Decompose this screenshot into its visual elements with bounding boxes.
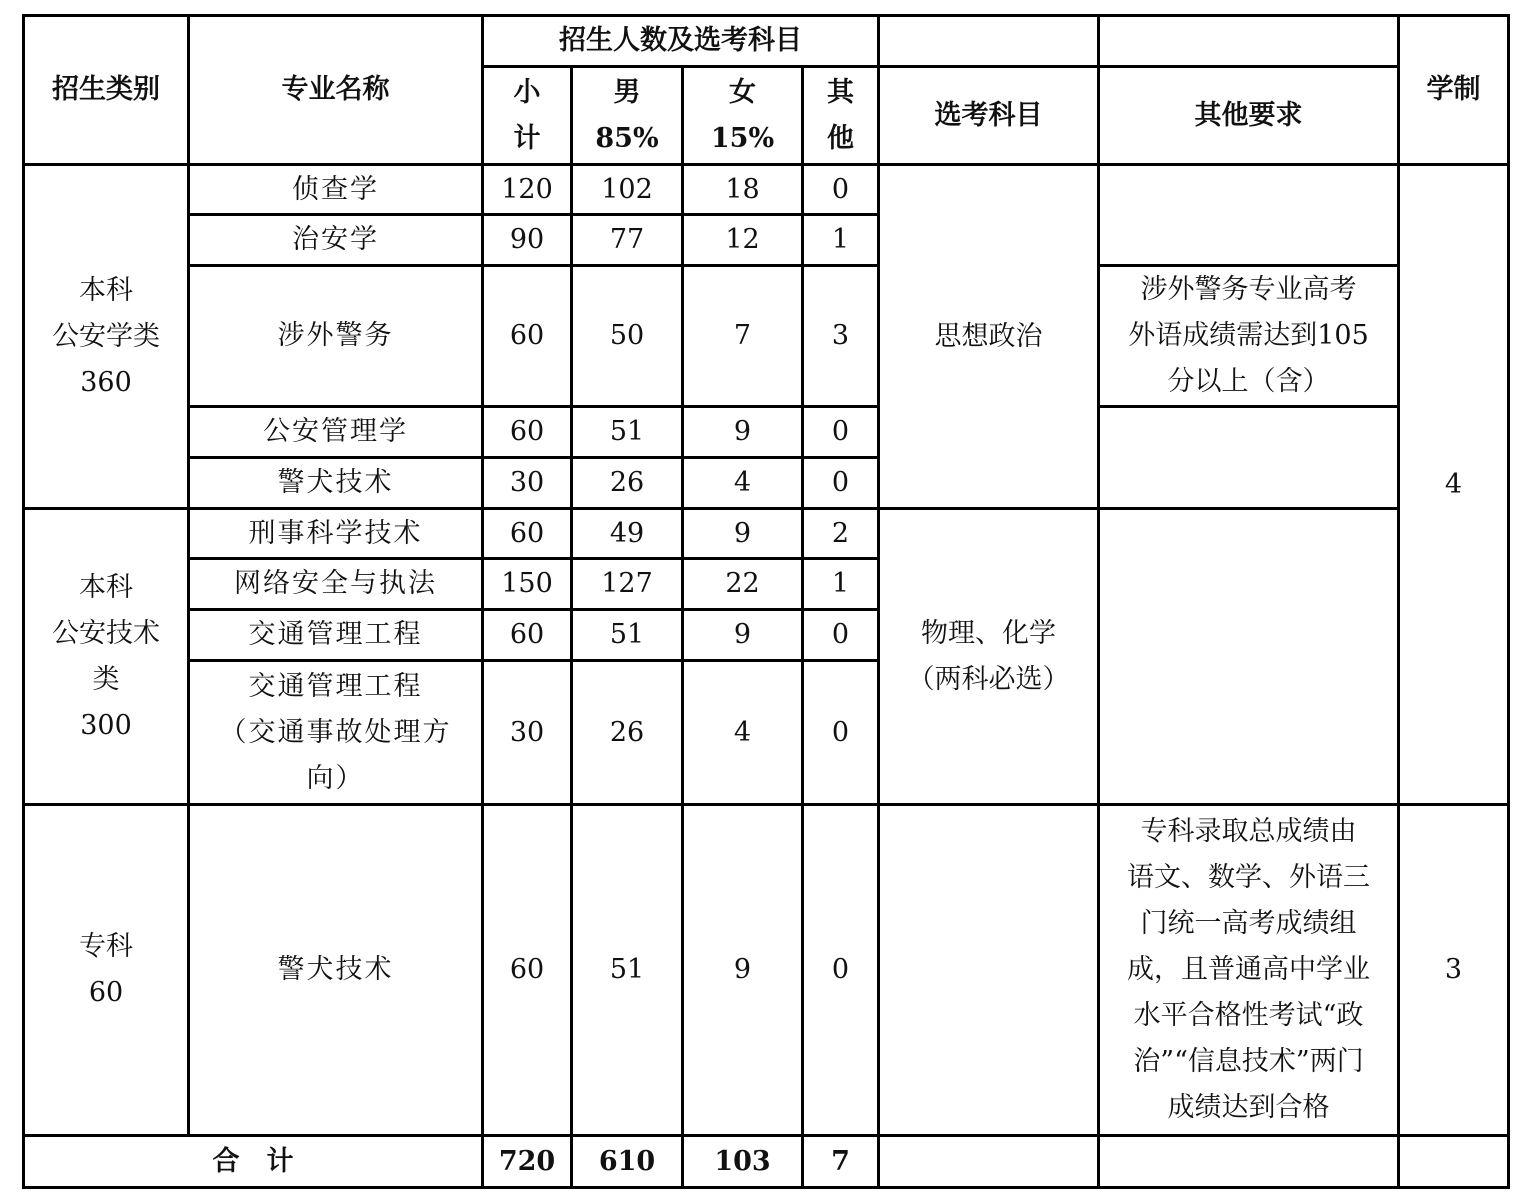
subtotal-cell: 60 — [483, 610, 572, 661]
subjects-cell: 思想政治 — [879, 165, 1099, 509]
female-cell: 9 — [683, 407, 803, 458]
header-duration: 学制 — [1399, 16, 1509, 165]
female-cell: 9 — [683, 805, 803, 1136]
other-cell: 0 — [803, 661, 879, 805]
male-cell: 77 — [572, 215, 683, 266]
category-cell: 本科 公安技术 类 300 — [24, 509, 189, 805]
table-row — [24, 266, 1509, 407]
subtotal-cell: 60 — [483, 509, 572, 559]
subtotal-cell: 150 — [483, 559, 572, 610]
major-cell: 侦查学 — [189, 165, 483, 215]
male-cell: 127 — [572, 559, 683, 610]
major-cell: 交通管理工程 — [189, 610, 483, 661]
total-subjects-empty — [879, 1136, 1099, 1188]
subtotal-cell: 90 — [483, 215, 572, 266]
female-cell: 9 — [683, 509, 803, 559]
female-cell: 4 — [683, 458, 803, 509]
major-cell: 交通管理工程 （交通事故处理方 向） — [189, 661, 483, 805]
total-row — [24, 1136, 1509, 1188]
total-requirements-empty — [1099, 1136, 1399, 1188]
subtotal-cell: 120 — [483, 165, 572, 215]
other-cell: 2 — [803, 509, 879, 559]
subjects-cell: 物理、化学 （两科必选） — [879, 509, 1099, 805]
female-cell: 18 — [683, 165, 803, 215]
header-male: 男 85% — [572, 67, 683, 165]
total-duration-empty — [1399, 1136, 1509, 1188]
header-major: 专业名称 — [189, 16, 483, 165]
category-cell: 专科 60 — [24, 805, 189, 1136]
subtotal-cell: 30 — [483, 661, 572, 805]
subjects-cell-empty — [879, 805, 1099, 1136]
male-cell: 50 — [572, 266, 683, 407]
category-cell: 本科 公安学类 360 — [24, 165, 189, 509]
male-cell: 51 — [572, 805, 683, 1136]
other-cell: 0 — [803, 165, 879, 215]
major-cell: 治安学 — [189, 215, 483, 266]
other-cell: 1 — [803, 559, 879, 610]
subtotal-cell: 60 — [483, 407, 572, 458]
other-cell: 3 — [803, 266, 879, 407]
other-cell: 0 — [803, 610, 879, 661]
female-cell: 12 — [683, 215, 803, 266]
header-group: 招生人数及选考科目 — [483, 16, 879, 67]
major-cell: 网络安全与执法 — [189, 559, 483, 610]
enrollment-table — [22, 14, 1510, 1189]
header-blank-requirements — [1099, 16, 1399, 67]
male-cell: 51 — [572, 407, 683, 458]
total-other: 7 — [803, 1136, 879, 1188]
other-cell: 1 — [803, 215, 879, 266]
requirements-cell-vocational: 专科录取总成绩由 语文、数学、外语三 门统一高考成绩组 成，且普通高中学业 水平合格性考试“政 治”“信息技术”两门 成绩达到合格 — [1099, 805, 1399, 1136]
total-label: 合 计 — [24, 1136, 483, 1188]
table-row — [24, 407, 1509, 458]
requirements-cell-foreign: 涉外警务专业高考 外语成绩需达到105 分以上（含） — [1099, 266, 1399, 407]
male-cell: 51 — [572, 610, 683, 661]
female-cell: 7 — [683, 266, 803, 407]
major-cell: 公安管理学 — [189, 407, 483, 458]
header-requirements: 其他要求 — [1099, 67, 1399, 165]
duration-cell: 3 — [1399, 805, 1509, 1136]
major-cell: 涉外警务 — [189, 266, 483, 407]
male-cell: 26 — [572, 458, 683, 509]
male-cell: 26 — [572, 661, 683, 805]
male-cell: 102 — [572, 165, 683, 215]
major-cell: 警犬技术 — [189, 805, 483, 1136]
subtotal-cell: 30 — [483, 458, 572, 509]
header-subtotal: 小 计 — [483, 67, 572, 165]
female-cell: 22 — [683, 559, 803, 610]
other-cell: 0 — [803, 458, 879, 509]
header-female: 女 15% — [683, 67, 803, 165]
requirements-cell-empty — [1099, 407, 1399, 509]
duration-cell: 4 — [1399, 165, 1509, 805]
total-subtotal: 720 — [483, 1136, 572, 1188]
requirements-cell-empty — [1099, 165, 1399, 266]
header-blank-subjects — [879, 16, 1099, 67]
other-cell: 0 — [803, 805, 879, 1136]
header-subjects: 选考科目 — [879, 67, 1099, 165]
table-row — [24, 805, 1509, 1136]
major-cell: 刑事科学技术 — [189, 509, 483, 559]
female-cell: 4 — [683, 661, 803, 805]
other-cell: 0 — [803, 407, 879, 458]
header-category: 招生类别 — [24, 16, 189, 165]
total-female: 103 — [683, 1136, 803, 1188]
male-cell: 49 — [572, 509, 683, 559]
table-row — [24, 165, 1509, 215]
major-cell: 警犬技术 — [189, 458, 483, 509]
total-male: 610 — [572, 1136, 683, 1188]
header-other: 其 他 — [803, 67, 879, 165]
subtotal-cell: 60 — [483, 266, 572, 407]
table-row — [24, 509, 1509, 559]
subtotal-cell: 60 — [483, 805, 572, 1136]
female-cell: 9 — [683, 610, 803, 661]
requirements-cell-empty — [1099, 509, 1399, 805]
